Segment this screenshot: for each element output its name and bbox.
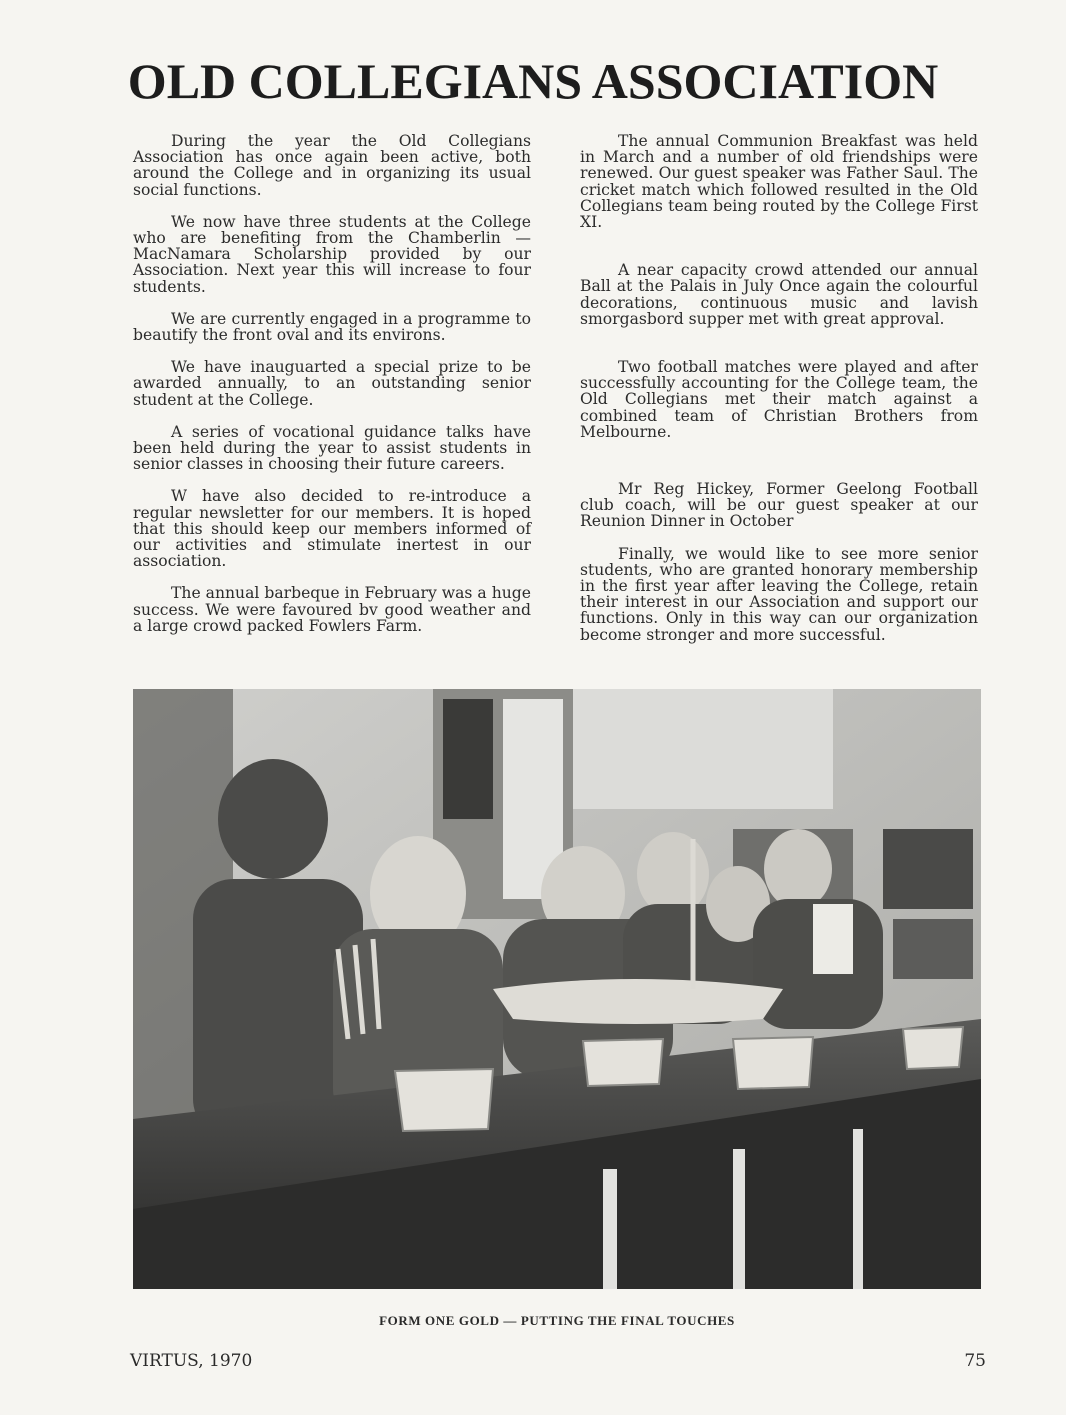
paragraph: W have also decided to re-introduce a regular newsletter for our members. It is hoped that this should keep our members informed of our activities and stimulate inertest in our association.: [133, 487, 531, 571]
paragraph: During the year the Old Collegians Association has once again been active, both around the College and in organizing its usual social functions.: [133, 132, 531, 199]
page-title: OLD COLLEGIANS ASSOCIATION: [127, 53, 939, 109]
class-photo: [133, 689, 981, 1289]
publication-name: VIRTUS, 1970: [130, 1351, 253, 1371]
paragraph: Mr Reg Hickey, Former Geelong Football club coach, will be our guest speaker at our Reunion Dinner in October: [580, 480, 978, 531]
paragraph: We have inauguarted a special prize to be awarded annually, to an outstanding senior student at the College.: [133, 358, 531, 409]
paragraph: We are currently engaged in a programme to beautify the front oval and its environs.: [133, 309, 531, 345]
page-number: 75: [964, 1351, 986, 1371]
photo-caption: FORM ONE GOLD — PUTTING THE FINAL TOUCHES: [379, 1313, 735, 1328]
paragraph: Two football matches were played and after successfully accounting for the College team, the Old Collegians met their match against a combined team of Christian Brothers from Melbourne.: [580, 358, 978, 441]
paragraph: Finally, we would like to see more senior students, who are granted honorary membership in the first year after leaving the College, retain their interest in our Association and support our functions. Only in this way can our organization become stronger and more successful.: [580, 544, 978, 644]
photo-illustration: [133, 689, 981, 1289]
paragraph: The annual barbeque in February was a huge success. We were favoured bv good weather and a large crowd packed Fowlers Farm.: [133, 584, 531, 635]
right-column: [580, 133, 978, 643]
paragraph: We now have three students at the College who are benefiting from the Chamberlin — MacNamara Scholarship provided by our Association. Next year this will increase to four students.: [133, 212, 531, 296]
paragraph: The annual Communion Breakfast was held in March and a number of old friendships were renewed. Our guest speaker was Father Saul. The cricket match which followed resulted in the Old Collegians team being routed by the College First XI.: [580, 132, 978, 232]
paragraph: A near capacity crowd attended our annual Ball at the Palais in July Once again the colourful decorations, continuous music and lavish smorgasbord supper met with great approval.: [580, 261, 978, 328]
left-column: [133, 133, 531, 634]
paragraph: A series of vocational guidance talks have been held during the year to assist students in senior classes in choosing their future careers.: [133, 422, 531, 474]
